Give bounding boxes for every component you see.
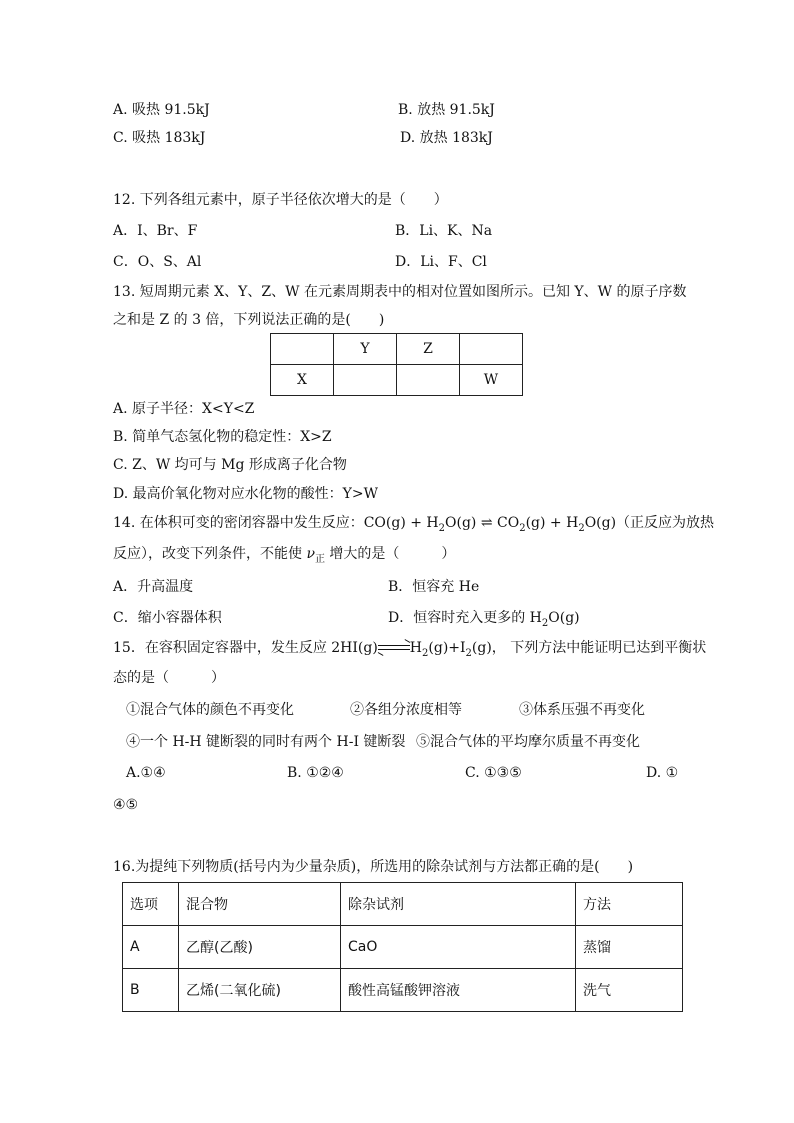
q14-option-d xyxy=(388,608,580,630)
q14-stem-text: 增大的是（ ） xyxy=(324,546,456,562)
table-cell: 乙烯(二氧化硫) xyxy=(179,969,341,1012)
table-cell: 洗气 xyxy=(576,969,683,1012)
q12-option-d: D．Li、F、Cl xyxy=(395,254,487,270)
q12-option-b: B．Li、K、Na xyxy=(395,223,493,239)
subscript: 2 xyxy=(519,523,526,534)
table-header-cell: 选项 xyxy=(123,883,179,926)
q13-option-d: D. 最高价氧化物对应水化物的酸性：Y>W xyxy=(113,486,378,502)
q12-stem: 12. 下列各组元素中，原子半径依次增大的是（ ） xyxy=(113,192,448,208)
q14-stem-line1 xyxy=(113,513,714,535)
q15-option-b: B. ①②④ xyxy=(287,765,344,781)
velocity-subscript: 正 xyxy=(314,554,325,565)
q14-option-d-text: O(g) xyxy=(548,610,580,626)
q13-option-c: C. Z、W 均可与 Mg 形成离子化合物 xyxy=(113,457,347,473)
table-cell: 酸性高锰酸钾溶液 xyxy=(341,969,576,1012)
q15-item-1: ①混合气体的颜色不再变化 xyxy=(126,702,294,718)
q14-option-d-text: D．恒容时充入更多的 H xyxy=(388,610,542,626)
table-header-cell: 除杂试剂 xyxy=(341,883,576,926)
q14-option-b: B．恒容充 He xyxy=(388,579,480,595)
table-cell: A xyxy=(123,926,179,969)
table-cell: 乙醇(乙酸) xyxy=(179,926,341,969)
table-cell: CaO xyxy=(341,926,576,969)
q15-item-2: ②各组分浓度相等 xyxy=(350,702,462,718)
q14-stem-text: O(g)（正反应为放热 xyxy=(584,515,715,531)
q15-stem-line1 xyxy=(113,638,706,660)
q14-stem-line2 xyxy=(113,544,455,566)
q12-option-a: A．I、Br、F xyxy=(113,223,198,239)
q14-stem-text: 14. 在体积可变的密闭容器中发生反应：CO(g) + H xyxy=(113,515,439,531)
table-header-cell: 方法 xyxy=(576,883,683,926)
q14-option-a: A．升高温度 xyxy=(113,579,194,595)
equilibrium-arrow-icon xyxy=(378,643,410,653)
q15-option-c: C. ①③⑤ xyxy=(465,765,522,781)
periodic-cell: X xyxy=(271,365,334,396)
q15-option-d-part2: ④⑤ xyxy=(113,797,139,813)
table-row xyxy=(123,926,683,969)
purification-table xyxy=(122,882,683,1012)
periodic-position-table xyxy=(270,333,523,396)
q14-stem-text: O(g) ⇌ CO xyxy=(445,515,520,531)
q15-option-a: A.①④ xyxy=(126,765,166,781)
periodic-cell: Z xyxy=(397,334,460,365)
periodic-cell: Y xyxy=(334,334,397,365)
subscript: 2 xyxy=(578,523,585,534)
subscript: 2 xyxy=(465,648,472,659)
periodic-cell xyxy=(460,334,523,365)
q11-option-b: B. 放热 91.5kJ xyxy=(398,102,495,118)
q15-stem-text: H xyxy=(409,640,423,656)
periodic-cell xyxy=(397,365,460,396)
table-cell: B xyxy=(123,969,179,1012)
q15-item-4: ④一个 H-H 键断裂的同时有两个 H-I 键断裂 xyxy=(126,734,406,750)
q15-item-5: ⑤混合气体的平均摩尔质量不再变化 xyxy=(416,734,640,750)
q13-stem-line2: 之和是 Z 的 3 倍，下列说法正确的是( ) xyxy=(113,312,385,328)
subscript: 2 xyxy=(438,523,446,534)
table-cell: 蒸馏 xyxy=(576,926,683,969)
q13-option-a: A. 原子半径：X<Y<Z xyxy=(113,401,255,417)
q13-option-b: B. 简单气态氢化物的稳定性：X>Z xyxy=(113,429,332,445)
periodic-cell xyxy=(271,334,334,365)
periodic-cell: W xyxy=(460,365,523,396)
q15-stem-text: (g)+I xyxy=(428,640,466,656)
subscript: 2 xyxy=(422,648,429,659)
table-header-row xyxy=(123,883,683,926)
q14-option-c: C．缩小容器体积 xyxy=(113,610,222,626)
q15-stem-line2: 态的是（ ） xyxy=(113,670,225,686)
q14-stem-text: 反应），改变下列条件，不能使 xyxy=(113,546,307,562)
q15-stem-text: (g)， 下列方法中能证明已达到平衡状 xyxy=(471,640,707,656)
q15-item-3: ③体系压强不再变化 xyxy=(519,702,645,718)
q16-stem: 16.为提纯下列物质(括号内为少量杂质)，所选用的除杂试剂与方法都正确的是( ) xyxy=(113,859,634,875)
q11-option-a: A. 吸热 91.5kJ xyxy=(113,102,210,118)
periodic-cell xyxy=(334,365,397,396)
table-header-cell: 混合物 xyxy=(179,883,341,926)
q15-stem-text: 15．在容积固定容器中，发生反应 2HI(g) xyxy=(113,640,378,656)
q13-stem-line1: 13. 短周期元素 X、Y、Z、W 在元素周期表中的相对位置如图所示。已知 Y、W 的原子序数 xyxy=(113,284,687,300)
q11-option-d: D. 放热 183kJ xyxy=(400,130,493,146)
q15-option-d-part1: D. ① xyxy=(646,765,679,781)
q14-stem-text: (g) + H xyxy=(525,515,579,531)
velocity-symbol: ν xyxy=(306,546,315,562)
subscript: 2 xyxy=(541,618,549,629)
q11-option-c: C. 吸热 183kJ xyxy=(113,130,206,146)
table-row xyxy=(123,969,683,1012)
q12-option-c: C．O、S、Al xyxy=(113,254,202,270)
